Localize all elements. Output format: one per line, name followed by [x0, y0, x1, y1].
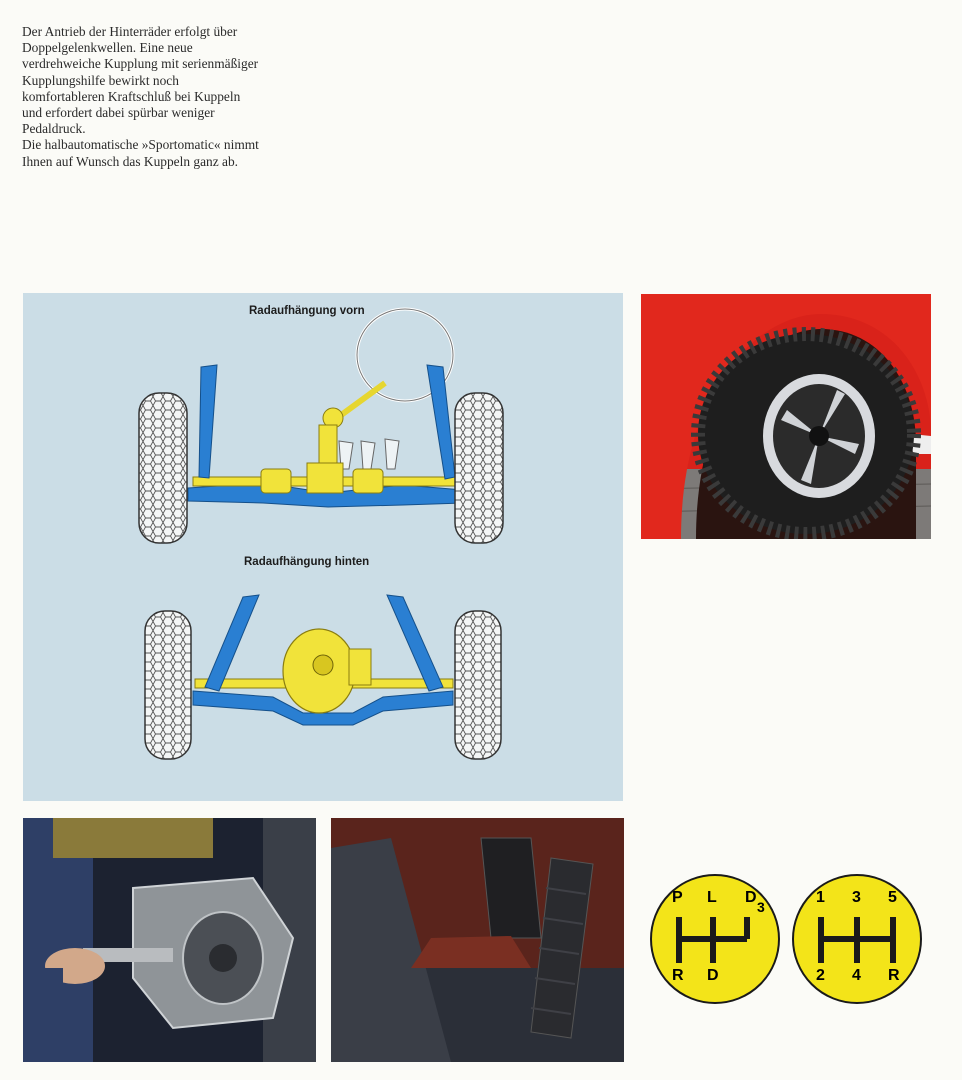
gear-label-2: 2: [816, 967, 825, 984]
front-shock-right: [427, 365, 455, 479]
intro-line: verdrehweiche Kupplung mit serienmäßiger: [22, 56, 259, 72]
pedals-photo: [331, 818, 624, 1062]
front-suspension: [139, 309, 503, 543]
intro-line: Die halbautomatische »Sportomatic« nimmt: [22, 137, 259, 153]
gear-label-3: 3: [852, 889, 861, 906]
intro-line: komfortableren Kraftschluß bei Kuppeln: [22, 88, 241, 104]
shift-gate-label-d: D: [745, 889, 757, 906]
front-tire-right: [455, 393, 503, 543]
front-suspension-label: Radaufhängung vorn: [249, 305, 365, 317]
intro-line: und erfordert dabei spürbar weniger: [22, 105, 215, 121]
rear-suspension-label: Radaufhängung hinten: [244, 556, 370, 568]
wheel-photo: [641, 294, 931, 539]
intro-line: Ihnen auf Wunsch das Kuppeln ganz ab.: [22, 153, 239, 169]
shift-gate-label-r: R: [672, 967, 684, 984]
rear-tire-right: [455, 611, 501, 759]
shift-gate-label-p: P: [672, 889, 683, 906]
pedal-outline: [385, 439, 399, 469]
shift-gate-label-3: 3: [757, 899, 765, 915]
rear-suspension: [145, 595, 501, 759]
rear-shock-right: [387, 595, 443, 691]
rear-tire-left: [145, 611, 191, 759]
intro-line: Doppelgelenkwellen. Eine neue: [22, 40, 193, 56]
intro-paragraph: [22, 24, 352, 170]
shift-gate-label-d-low: D: [707, 967, 719, 984]
gear-label-5: 5: [888, 889, 897, 906]
gearbox-photo: [23, 818, 316, 1062]
shift-gate-label-l: L: [707, 889, 717, 906]
gear-label-4: 4: [852, 967, 861, 984]
pedal-outline: [361, 441, 375, 469]
manual-shift-diagram: [791, 873, 923, 1005]
intro-line: Der Antrieb der Hinterräder erfolgt über: [22, 24, 238, 39]
gear-label-1: 1: [816, 889, 825, 906]
rack-boot: [261, 469, 291, 493]
front-shock-left: [199, 365, 217, 478]
differential-cover: [313, 655, 333, 675]
rack-boot: [353, 469, 383, 493]
gearbox-case: [349, 649, 371, 685]
front-tire-left: [139, 393, 187, 543]
rack-housing: [307, 463, 343, 493]
intro-line: Kupplungshilfe bewirkt noch: [22, 72, 179, 88]
sportomatic-shift-diagram: [649, 873, 781, 1005]
gear-label-r: R: [888, 967, 900, 984]
suspension-illustration: [23, 293, 623, 801]
rear-shock-left: [205, 595, 259, 691]
suspension-diagram: [23, 293, 623, 801]
intro-line: Pedaldruck.: [22, 121, 86, 137]
